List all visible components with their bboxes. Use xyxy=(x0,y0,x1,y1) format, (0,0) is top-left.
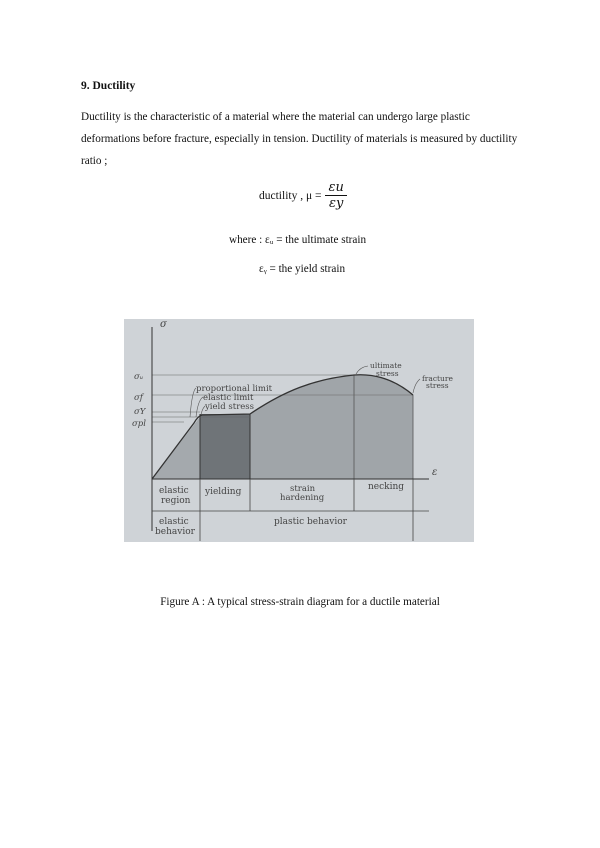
figure-caption: Figure A : A typical stress-strain diagram for a ductile material xyxy=(160,596,440,608)
plastic-behavior-label: plastic behavior xyxy=(274,517,347,527)
section-paragraph: Ductility is the characteristic of a material where the material can undergo large plastic deformations before fracture, especially in tension. Ductility of materials is measured by ductility ratio ; xyxy=(81,111,518,167)
stress-strain-figure xyxy=(124,319,474,542)
strain-hardening-label-2: hardening xyxy=(280,493,325,503)
elastic-limit-label: elastic limit xyxy=(203,393,254,403)
sigma-ultimate-label: σᵤ xyxy=(134,372,144,382)
formula-numerator: εu xyxy=(325,180,346,196)
ultimate-stress-label-2: stress xyxy=(376,369,399,378)
sigma-yield-label: σY xyxy=(134,407,146,417)
ductility-formula xyxy=(259,180,347,212)
elastic-behavior-label-1: elastic xyxy=(159,517,189,527)
fracture-stress-label-1: fracture xyxy=(422,374,453,383)
proportional-limit-label: proportional limit xyxy=(196,384,273,394)
ultimate-stress-label-1: ultimate xyxy=(370,361,402,370)
formula-lhs: ductility , μ = xyxy=(259,190,322,202)
elastic-behavior-label-2: behavior xyxy=(155,527,195,537)
section-heading: 9. Ductility xyxy=(81,80,136,92)
yielding-region-shade xyxy=(200,414,250,479)
definition-yield-strain: εᵧ = the yield strain xyxy=(259,263,346,275)
definition-ultimate-strain: where : εᵤ = the ultimate strain xyxy=(229,234,367,246)
sigma-fracture-label: σf xyxy=(134,393,143,403)
strain-hardening-label-1: strain xyxy=(290,484,316,494)
elastic-region-label-2: region xyxy=(161,496,191,506)
formula-denominator: εy xyxy=(329,196,344,211)
fracture-stress-label-2: stress xyxy=(426,381,449,390)
sigma-proportional-label: σpl xyxy=(132,419,146,429)
elastic-region-label-1: elastic xyxy=(159,486,189,496)
y-axis-symbol: σ xyxy=(160,319,167,330)
yielding-label: yielding xyxy=(205,487,242,497)
yield-stress-label: yield stress xyxy=(205,402,255,412)
formula-fraction xyxy=(325,180,346,212)
necking-region-shade xyxy=(354,375,413,479)
x-axis-symbol: ε xyxy=(432,467,438,478)
necking-label: necking xyxy=(368,482,405,492)
